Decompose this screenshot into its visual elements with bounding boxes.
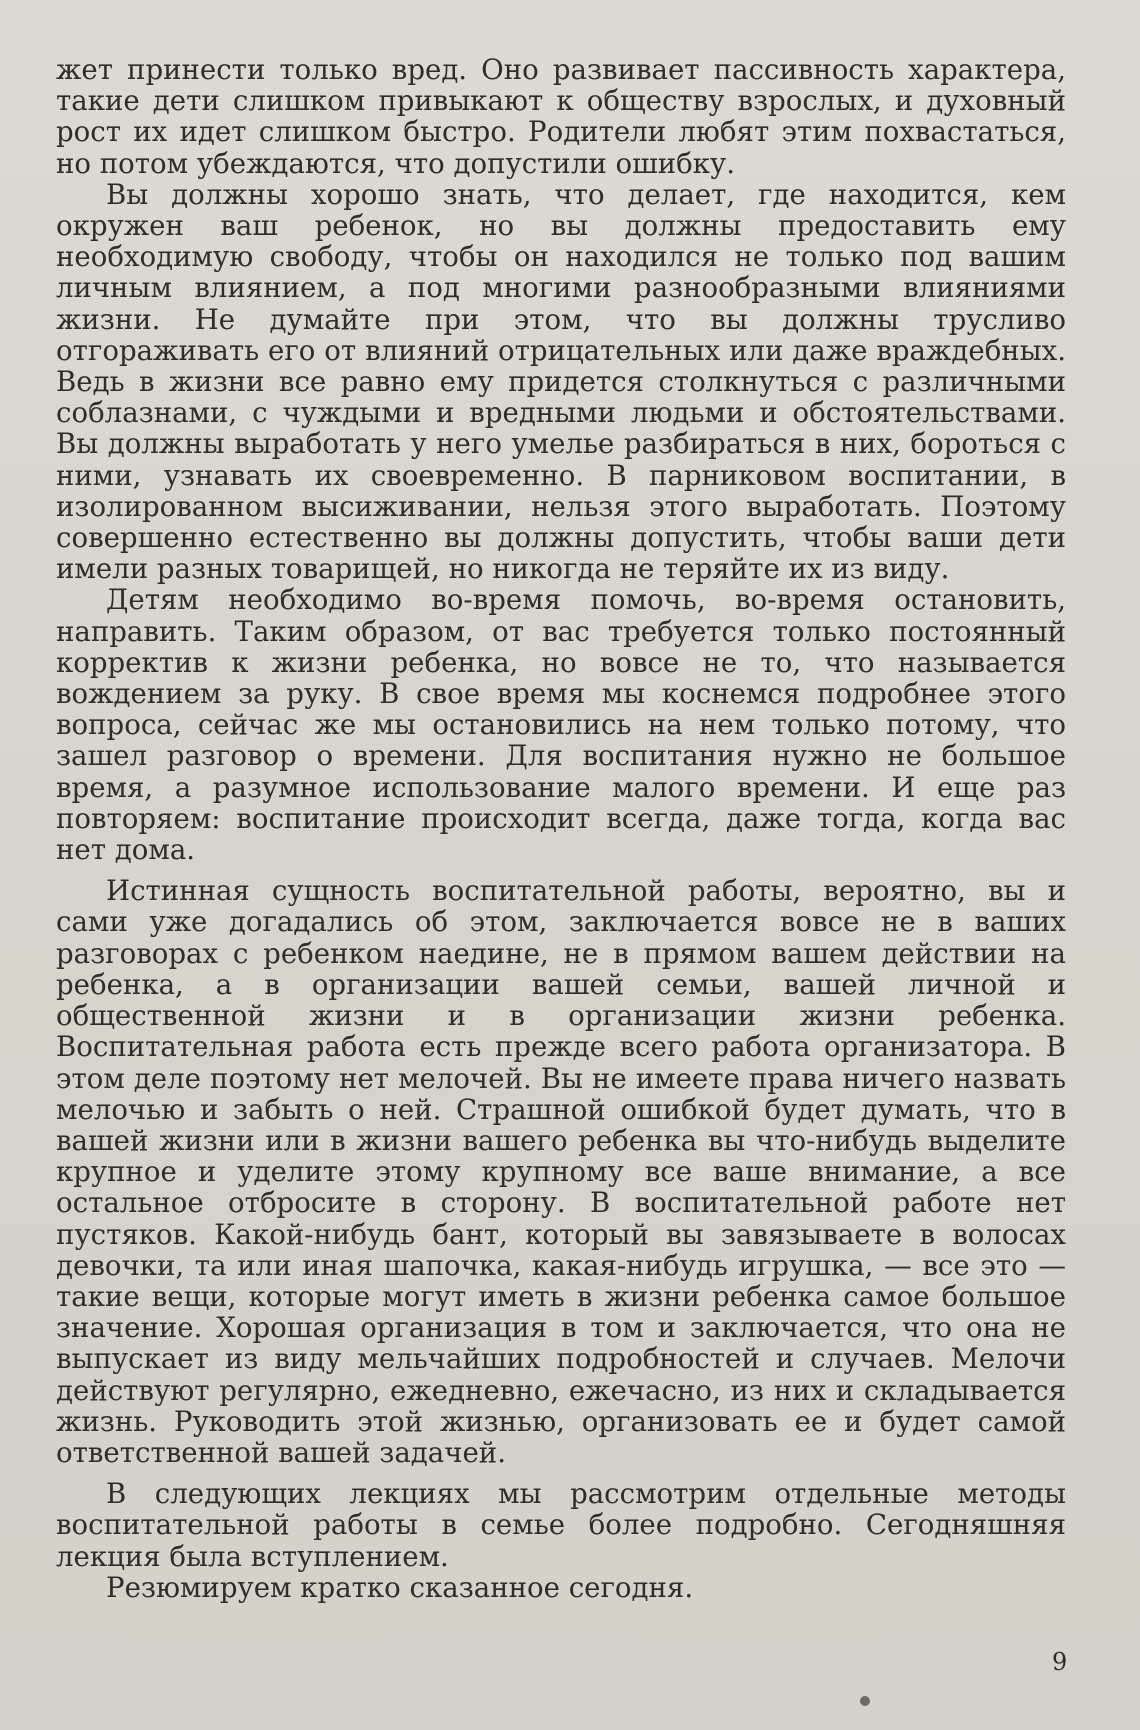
page-number: 9 xyxy=(1052,1648,1068,1676)
body-text xyxy=(56,54,1066,1603)
paragraph-freedom: Вы должны хорошо знать, что делает, где находится, кем окружен ваш ребенок, но вы должны предоставить ему необходимую свободу, чтобы он находился не только под вашим личным влиянием, а под многими разнообразными влияниями жизни. Не думайте при этом, что вы должны трусливо отгораживать его от влияний отрицательных или даже враждебных. Ведь в жизни все равно ему придется столкнуться с различными соблазнами, с чуждыми и вредными людьми и обстоятельствами. Вы должны выработать у него умелье разбираться в них, бороться с ними, узнавать их своевременно. В парниковом воспитании, в изолированном высиживании, нельзя этого выработать. Поэтому совершенно естественно вы должны допустить, чтобы ваши дети имели разных товарищей, но никогда не теряйте их из виду. xyxy=(56,177,1066,586)
paragraph-guidance: Детям необходимо во-время помочь, во-время остановить, направить. Таким образом, от вас требуется только постоянный корректив к жизни ребенка, но вовсе не то, что называется вождением за руку. В свое время мы коснемся подробнее этого вопроса, сейчас же мы остановились на нем только потому, что зашел разговор о времени. Для воспитания нужно не большое время, а разумное использование малого времени. И еще раз повторяем: воспитание происходит всегда, даже тогда, когда вас нет дома. xyxy=(56,583,1066,867)
paragraph-summary: Резюмируем кратко сказанное сегодня. xyxy=(106,1570,694,1604)
paragraph-essence: Истинная сущность воспитательной работы, вероятно, вы и сами уже догадались об этом, заключается вовсе не в ваших разговорах с ребенком наедине, не в прямом вашем действии на ребенка, а в организации вашей семьи, вашей личной и общественной жизни и в организации жизни ребенка. Воспитательная работа есть прежде всего работа организатора. В этом деле поэтому нет мелочей. Вы не имеете права ничего назвать мелочью и забыть о ней. Страшной ошибкой будет думать, что в вашей жизни или в жизни вашего ребенка вы что-нибудь выделите крупное и уделите этому крупному все ваше внимание, а все остальное отбросите в сторону. В воспитательной работе нет пустяков. Какой-нибудь бант, который вы завязываете в волосах девочки, та или иная шапочка, какая-нибудь игрушка, — все это — такие вещи, которые могут иметь в жизни ребенка самое большое значение. Хорошая организация в том и заключается, что она не выпускает из виду мельчайших подробностей и случаев. Мелочи действуют регулярно, ежедневно, ежечасно, из них и складывается жизнь. Руководить этой жизнью, организовать ее и будет самой ответственной вашей задачей. xyxy=(56,874,1066,1469)
print-speck xyxy=(860,1696,870,1706)
paragraph-next-lectures: В следующих лекциях мы рассмотрим отдельные методы воспитательной работы в семье более подробно. Сегодняшняя лекция была вступлением. xyxy=(56,1477,1066,1573)
paragraph-continuation: жет принести только вред. Оно развивает пассивность характера, такие дети слишком привыкают к обществу взрослых, и духовный рост их идет слишком быстро. Родители любят этим похвастаться, но потом убеждаются, что допустили ошибку. xyxy=(56,53,1066,180)
